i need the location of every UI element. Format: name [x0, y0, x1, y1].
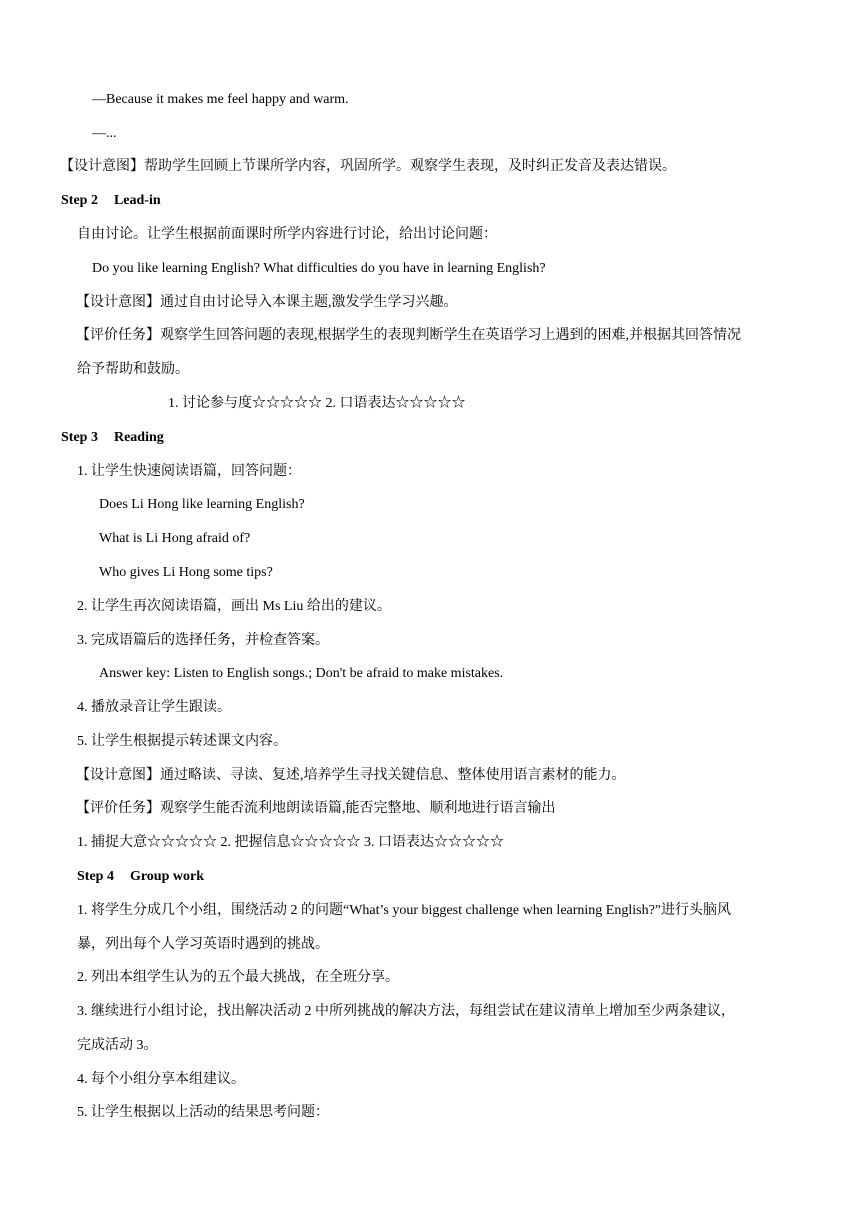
step4-label: Step 4: [77, 869, 114, 884]
step3-question-3: Who gives Li Hong some tips?: [99, 565, 273, 580]
step3-eval-task: 【评价任务】观察学生能否流利地朗读语篇,能否完整地、顺利地进行语言输出: [76, 801, 556, 816]
step3-question-1: Does Li Hong like learning English?: [99, 497, 305, 512]
step3-rating: 1. 捕捉大意☆☆☆☆☆ 2. 把握信息☆☆☆☆☆ 3. 口语表达☆☆☆☆☆: [77, 835, 504, 850]
step4-title: Group work: [129, 869, 204, 884]
step3-heading: [61, 429, 164, 447]
step3-design-intent: 【设计意图】通过略读、寻读、复述,培养学生寻找关键信息、整体使用语言素材的能力。: [76, 768, 626, 783]
step4-item-3-line2: 完成活动 3。: [77, 1038, 158, 1053]
step2-heading: [61, 192, 161, 210]
step3-item-5: 5. 让学生根据提示转述课文内容。: [77, 734, 287, 749]
step4-heading: [77, 868, 204, 886]
step2-title: Lead-in: [113, 193, 161, 208]
step2-eval-task-line1: 【评价任务】观察学生回答问题的表现,根据学生的表现判断学生在英语学习上遇到的困难,并根据其回答情况: [76, 328, 741, 343]
review-ellipsis-line: —...: [92, 126, 117, 141]
design-intent-review: 【设计意图】帮助学生回顾上节课所学内容，巩固所学。观察学生表现，及时纠正发音及表达错误。: [60, 159, 676, 174]
review-answer-line: —Because it makes me feel happy and warm.: [92, 92, 349, 107]
step2-eval-task-line2: 给予帮助和鼓励。: [77, 362, 189, 377]
step2-intro: 自由讨论。让学生根据前面课时所学内容进行讨论，给出讨论问题：: [77, 227, 497, 242]
step4-item-4: 4. 每个小组分享本组建议。: [77, 1072, 245, 1087]
step4-item-1-line1: 1. 将学生分成几个小组，围绕活动 2 的问题“What’s your biggest challenge when learning English?”进行头脑风: [77, 903, 732, 918]
step4-item-5: 5. 让学生根据以上活动的结果思考问题：: [77, 1105, 329, 1120]
step4-item-2: 2. 列出本组学生认为的五个最大挑战，在全班分享。: [77, 970, 399, 985]
step2-question: Do you like learning English? What difficulties do you have in learning English?: [92, 261, 546, 276]
step2-rating: 1. 讨论参与度☆☆☆☆☆ 2. 口语表达☆☆☆☆☆: [168, 396, 466, 411]
step3-title: Reading: [113, 430, 164, 445]
step3-answer-key: Answer key: Listen to English songs.; Don't be afraid to make mistakes.: [99, 666, 504, 681]
step3-question-2: What is Li Hong afraid of?: [99, 531, 251, 546]
step3-item-3: 3. 完成语篇后的选择任务，并检查答案。: [77, 633, 329, 648]
step3-item-4: 4. 播放录音让学生跟读。: [77, 700, 231, 715]
step3-label: Step 3: [61, 430, 98, 445]
step4-item-1-line2: 暴，列出每个人学习英语时遇到的挑战。: [77, 937, 329, 952]
step4-item-3-line1: 3. 继续进行小组讨论，找出解决活动 2 中所列挑战的解决方法，每组尝试在建议清单上增加至少两条建议，: [77, 1004, 735, 1019]
step2-label: Step 2: [61, 193, 98, 208]
step3-item-1: 1. 让学生快速阅读语篇，回答问题：: [77, 464, 301, 479]
step3-item-2: 2. 让学生再次阅读语篇，画出 Ms Liu 给出的建议。: [77, 599, 391, 614]
step2-design-intent: 【设计意图】通过自由讨论导入本课主题,激发学生学习兴趣。: [76, 295, 458, 310]
